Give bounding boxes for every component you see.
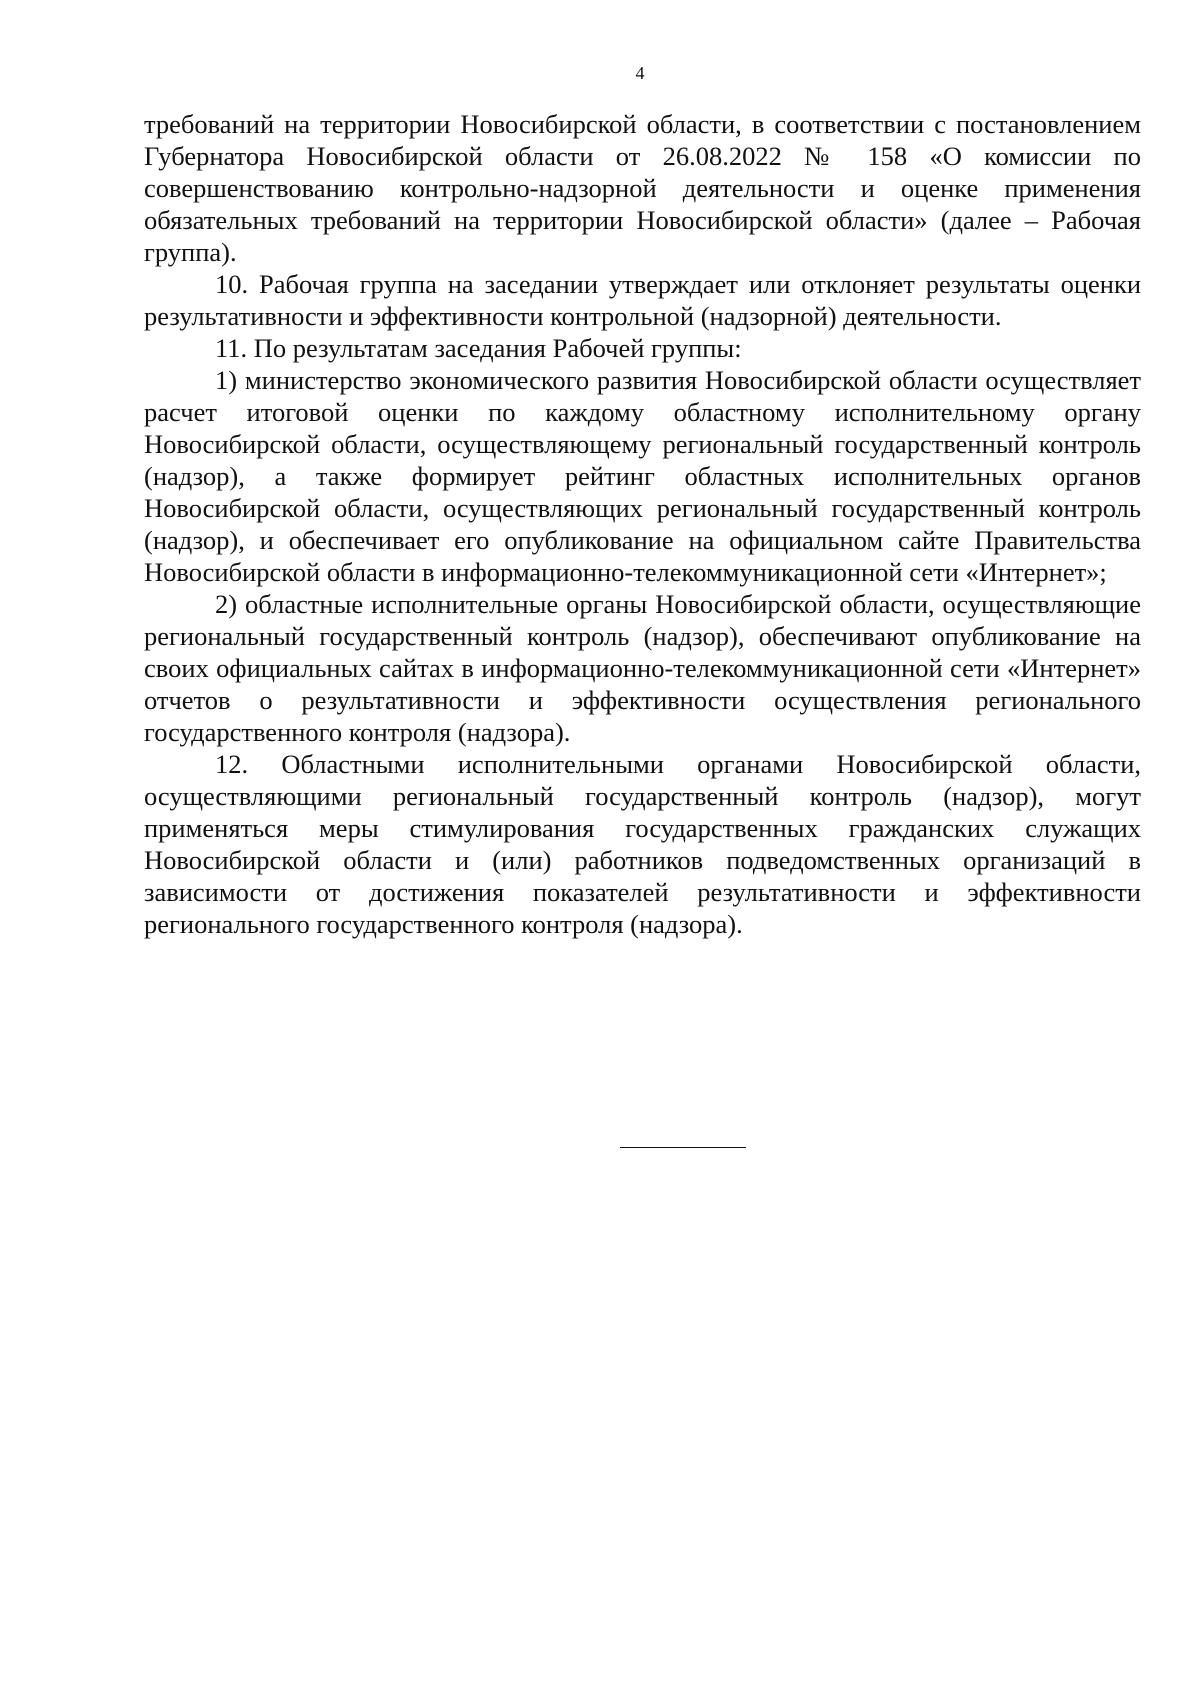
paragraph-subitem-2: 2) областные исполнительные органы Новосибирской области, осуществляющие региональный государственный контроль (надзор), обеспечивают опубликование на своих официальных сайтах в информационно-телекоммуникационной сети «Интернет» отчетов о результативности и эффективности осуществления регионального государственного контроля (надзора). (144, 589, 1141, 747)
paragraph-item-12: 12. Областными исполнительными органами Новосибирской области, осуществляющими региональный государственный контроль (надзор), могут применяться меры стимулирования государственных гражданских служащих Новосибирской области и (или) работников подведомственных организаций в зависимости от достижения показателей результативности и эффективности регионального государственного контроля (надзора). (144, 749, 1141, 939)
paragraph-subitem-1: 1) министерство экономического развития Новосибирской области осуществляет расчет итоговой оценки по каждому областному исполнительному органу Новосибирской области, осуществляющему региональный государственный контроль (надзор), а также формирует рейтинг областных исполнительных органов Новосибирской области, осуществляющих региональный государственный контроль (надзор), и обеспечивает его опубликование на официальном сайте Правительства Новосибирской области в информационно-телекоммуникационной сети «Интернет»; (144, 365, 1141, 587)
paragraph-item-11: 11. По результатам заседания Рабочей группы: (215, 333, 742, 363)
paragraph-continuation: требований на территории Новосибирской области, в соответствии с постановлением Губернатора Новосибирской области от 26.08.2022 № 158 «О комиссии по совершенствованию контрольно-надзорной деятельности и оценке применения обязательных требований на территории Новосибирской области» (далее – Рабочая группа). (144, 109, 1141, 267)
end-of-document-rule (620, 1147, 746, 1148)
paragraph-item-10: 10. Рабочая группа на заседании утверждает или отклоняет результаты оценки результативности и эффективности контрольной (надзорной) деятельности. (144, 269, 1141, 331)
page-number: 4 (635, 63, 645, 83)
document-body (144, 108, 1141, 940)
